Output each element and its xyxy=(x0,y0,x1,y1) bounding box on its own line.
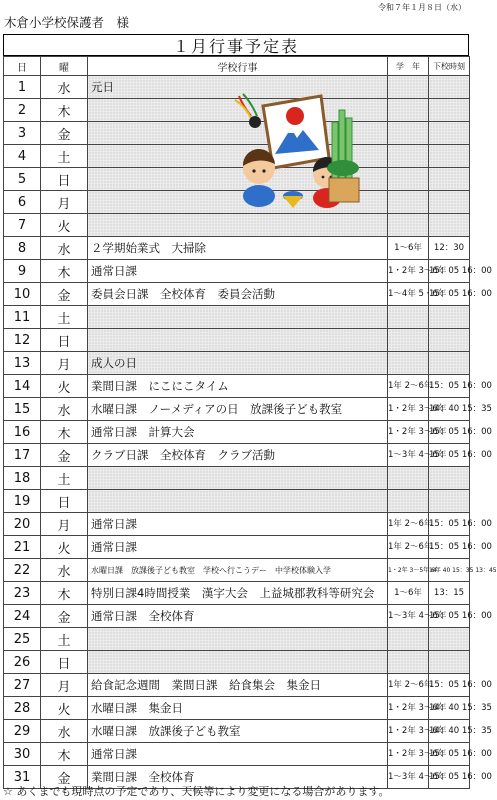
day-cell: 23 xyxy=(4,582,41,605)
schedule-row xyxy=(4,260,470,283)
weekday-cell: 土 xyxy=(41,306,88,329)
event-cell: 業間日課 にこにこタイム xyxy=(88,375,388,398)
grade-cell xyxy=(388,306,429,329)
weekday-cell: 水 xyxy=(41,559,88,582)
day-cell: 6 xyxy=(4,191,41,214)
weekday-cell: 土 xyxy=(41,145,88,168)
time-cell xyxy=(429,145,470,168)
day-cell: 31 xyxy=(4,766,41,789)
day-cell: 21 xyxy=(4,536,41,559)
time-cell: 15：05 16：00 xyxy=(429,283,470,306)
weekday-cell: 木 xyxy=(41,421,88,444)
schedule-row xyxy=(4,283,470,306)
grade-cell xyxy=(388,467,429,490)
event-cell: クラブ日課 全校体育 クラブ活動 xyxy=(88,444,388,467)
event-cell: 給食記念週間 業間日課 給食集会 集金日 xyxy=(88,674,388,697)
grade-cell: 1・2年 3～6年 xyxy=(388,398,429,421)
time-cell: 15：05 16：00 xyxy=(429,260,470,283)
day-cell: 17 xyxy=(4,444,41,467)
day-cell: 15 xyxy=(4,398,41,421)
boy-character-icon xyxy=(243,149,275,207)
time-cell: 15：05 16：00 xyxy=(429,766,470,789)
schedule-row xyxy=(4,375,470,398)
schedule-row xyxy=(4,237,470,260)
time-cell: 14：40 15：35 xyxy=(429,697,470,720)
schedule-row xyxy=(4,490,470,513)
weekday-cell: 木 xyxy=(41,743,88,766)
weekday-cell: 土 xyxy=(41,628,88,651)
time-cell xyxy=(429,122,470,145)
time-cell xyxy=(429,191,470,214)
weekday-cell: 土 xyxy=(41,467,88,490)
event-cell: 通常日課 全校体育 xyxy=(88,605,388,628)
time-cell xyxy=(429,352,470,375)
time-cell: 15：05 16：00 xyxy=(429,674,470,697)
schedule-row xyxy=(4,697,470,720)
day-cell: 8 xyxy=(4,237,41,260)
weekday-cell: 火 xyxy=(41,697,88,720)
time-cell: 14：40 15：35 xyxy=(429,720,470,743)
weekday-cell: 木 xyxy=(41,582,88,605)
schedule-row xyxy=(4,467,470,490)
day-cell: 26 xyxy=(4,651,41,674)
day-cell: 2 xyxy=(4,99,41,122)
time-cell xyxy=(429,76,470,99)
event-cell: 通常日課 xyxy=(88,536,388,559)
day-cell: 25 xyxy=(4,628,41,651)
day-cell: 1 xyxy=(4,76,41,99)
schedule-row xyxy=(4,582,470,605)
grade-cell: 1年 2～6年 xyxy=(388,674,429,697)
day-cell: 20 xyxy=(4,513,41,536)
time-cell: 15：05 16：00 xyxy=(429,444,470,467)
event-cell: ２学期始業式 大掃除 xyxy=(88,237,388,260)
grade-cell xyxy=(388,99,429,122)
event-cell xyxy=(88,490,388,513)
recipient-line: 木倉小学校保護者 様 xyxy=(4,15,130,30)
day-cell: 10 xyxy=(4,283,41,306)
schedule-row xyxy=(4,306,470,329)
event-cell: 通常日課 計算大会 xyxy=(88,421,388,444)
day-cell: 22 xyxy=(4,559,41,582)
grade-cell: 1～3年 4～6年 xyxy=(388,766,429,789)
time-cell: 15：05 16：00 xyxy=(429,536,470,559)
day-cell: 3 xyxy=(4,122,41,145)
weekday-cell: 火 xyxy=(41,375,88,398)
event-cell xyxy=(88,329,388,352)
schedule-row xyxy=(4,421,470,444)
schedule-row xyxy=(4,352,470,375)
grade-cell: 1～3年 4～6年 xyxy=(388,605,429,628)
time-cell: 15：05 16：00 xyxy=(429,421,470,444)
schedule-row xyxy=(4,536,470,559)
grade-cell xyxy=(388,168,429,191)
col-header-event: 学校行事 xyxy=(88,57,388,76)
page-title: １月行事予定表 xyxy=(3,34,469,56)
weekday-cell: 金 xyxy=(41,444,88,467)
time-cell xyxy=(429,99,470,122)
event-cell: 水曜日課 ノーメディアの日 放課後子ども教室 xyxy=(88,398,388,421)
grade-cell xyxy=(388,628,429,651)
day-cell: 13 xyxy=(4,352,41,375)
schedule-row xyxy=(4,398,470,421)
day-cell: 29 xyxy=(4,720,41,743)
day-cell: 18 xyxy=(4,467,41,490)
grade-cell: 1～6年 xyxy=(388,237,429,260)
schedule-row xyxy=(4,651,470,674)
event-cell: 通常日課 xyxy=(88,260,388,283)
weekday-cell: 日 xyxy=(41,651,88,674)
grade-cell: 1・2年 3～5年 6年 xyxy=(388,559,429,582)
time-cell: 13：15 xyxy=(429,582,470,605)
grade-cell: 1～6年 xyxy=(388,582,429,605)
grade-cell: 1・2年 3～6年 xyxy=(388,720,429,743)
day-cell: 14 xyxy=(4,375,41,398)
day-cell: 7 xyxy=(4,214,41,237)
grade-cell: 1年 2～6年 xyxy=(388,375,429,398)
weekday-cell: 木 xyxy=(41,260,88,283)
day-cell: 30 xyxy=(4,743,41,766)
time-cell xyxy=(429,628,470,651)
weekday-cell: 日 xyxy=(41,490,88,513)
schedule-row xyxy=(4,743,470,766)
grade-cell xyxy=(388,76,429,99)
weekday-cell: 木 xyxy=(41,99,88,122)
day-cell: 28 xyxy=(4,697,41,720)
time-cell: 12：30 xyxy=(429,237,470,260)
header-row xyxy=(4,57,470,76)
event-cell xyxy=(88,306,388,329)
time-cell: 15：05 16：00 xyxy=(429,743,470,766)
grade-cell xyxy=(388,191,429,214)
day-cell: 9 xyxy=(4,260,41,283)
event-cell: 特別日課4時間授業 漢字大会 上益城郡教科等研究会 xyxy=(88,582,388,605)
grade-cell xyxy=(388,352,429,375)
grade-cell xyxy=(388,214,429,237)
weekday-cell: 月 xyxy=(41,674,88,697)
schedule-row xyxy=(4,214,470,237)
schedule-row xyxy=(4,674,470,697)
time-cell: 15：05 16：00 xyxy=(429,375,470,398)
event-cell: 成人の日 xyxy=(88,352,388,375)
day-cell: 27 xyxy=(4,674,41,697)
day-cell: 11 xyxy=(4,306,41,329)
time-cell xyxy=(429,490,470,513)
schedule-row xyxy=(4,628,470,651)
time-cell xyxy=(429,329,470,352)
weekday-cell: 月 xyxy=(41,352,88,375)
day-cell: 16 xyxy=(4,421,41,444)
weekday-cell: 金 xyxy=(41,122,88,145)
schedule-row xyxy=(4,559,470,582)
grade-cell: 1・2年 3～6年 xyxy=(388,421,429,444)
schedule-row xyxy=(4,720,470,743)
grade-cell xyxy=(388,651,429,674)
time-cell: 15：05 16：00 xyxy=(429,605,470,628)
event-cell: 水曜日課 放課後子ども教室 学校へ行こうデー 中学校体験入学 xyxy=(88,559,388,582)
day-cell: 4 xyxy=(4,145,41,168)
weekday-cell: 金 xyxy=(41,283,88,306)
col-header-day: 日 xyxy=(4,57,41,76)
grade-cell: 1・2年 3～6年 xyxy=(388,743,429,766)
event-cell: 水曜日課 放課後子ども教室 xyxy=(88,720,388,743)
event-cell xyxy=(88,651,388,674)
grade-cell: 1・2年 3～6年 xyxy=(388,697,429,720)
new-year-illustration xyxy=(233,92,363,210)
grade-cell xyxy=(388,122,429,145)
grade-cell: 1・2年 3～6年 xyxy=(388,260,429,283)
event-cell: 元日 xyxy=(88,76,388,99)
time-cell: 14：40 15：35 13：45 xyxy=(429,559,470,582)
day-cell: 12 xyxy=(4,329,41,352)
schedule-row xyxy=(4,329,470,352)
weekday-cell: 金 xyxy=(41,605,88,628)
grade-cell: 1～4年 5・6年 xyxy=(388,283,429,306)
grade-cell xyxy=(388,145,429,168)
grade-cell: 1～3年 4～6年 xyxy=(388,444,429,467)
col-header-weekday: 曜 xyxy=(41,57,88,76)
grade-cell xyxy=(388,329,429,352)
event-cell: 通常日課 xyxy=(88,743,388,766)
time-cell xyxy=(429,306,470,329)
weekday-cell: 火 xyxy=(41,536,88,559)
schedule-row xyxy=(4,513,470,536)
schedule-row xyxy=(4,605,470,628)
time-cell xyxy=(429,168,470,191)
weekday-cell: 日 xyxy=(41,168,88,191)
weekday-cell: 水 xyxy=(41,720,88,743)
weekday-cell: 水 xyxy=(41,398,88,421)
time-cell: 14：40 15：35 xyxy=(429,398,470,421)
time-cell xyxy=(429,467,470,490)
weekday-cell: 火 xyxy=(41,214,88,237)
kadomatsu-icon xyxy=(327,110,359,202)
event-cell xyxy=(88,467,388,490)
event-cell: 委員会日課 全校体育 委員会活動 xyxy=(88,283,388,306)
event-cell xyxy=(88,214,388,237)
grade-cell: 1年 2～6年 xyxy=(388,513,429,536)
event-cell: 通常日課 xyxy=(88,513,388,536)
footer-note: ☆ あくまでも現時点の予定であり、天候等により変更になる場合があります。 xyxy=(3,785,390,798)
event-cell xyxy=(88,628,388,651)
col-header-grade: 学 年 xyxy=(388,57,429,76)
event-cell: 水曜日課 集金日 xyxy=(88,697,388,720)
day-cell: 24 xyxy=(4,605,41,628)
weekday-cell: 金 xyxy=(41,766,88,789)
issue-date: 令和７年１月８日（水） xyxy=(378,3,466,12)
day-cell: 19 xyxy=(4,490,41,513)
schedule-row xyxy=(4,444,470,467)
day-cell: 5 xyxy=(4,168,41,191)
grade-cell: 1年 2～6年 xyxy=(388,536,429,559)
grade-cell xyxy=(388,490,429,513)
weekday-cell: 月 xyxy=(41,513,88,536)
weekday-cell: 水 xyxy=(41,237,88,260)
event-cell: 業間日課 全校体育 xyxy=(88,766,388,789)
time-cell xyxy=(429,651,470,674)
time-cell: 15：05 16：00 xyxy=(429,513,470,536)
weekday-cell: 月 xyxy=(41,191,88,214)
time-cell xyxy=(429,214,470,237)
col-header-time: 下校時刻 xyxy=(429,57,470,76)
weekday-cell: 日 xyxy=(41,329,88,352)
weekday-cell: 水 xyxy=(41,76,88,99)
